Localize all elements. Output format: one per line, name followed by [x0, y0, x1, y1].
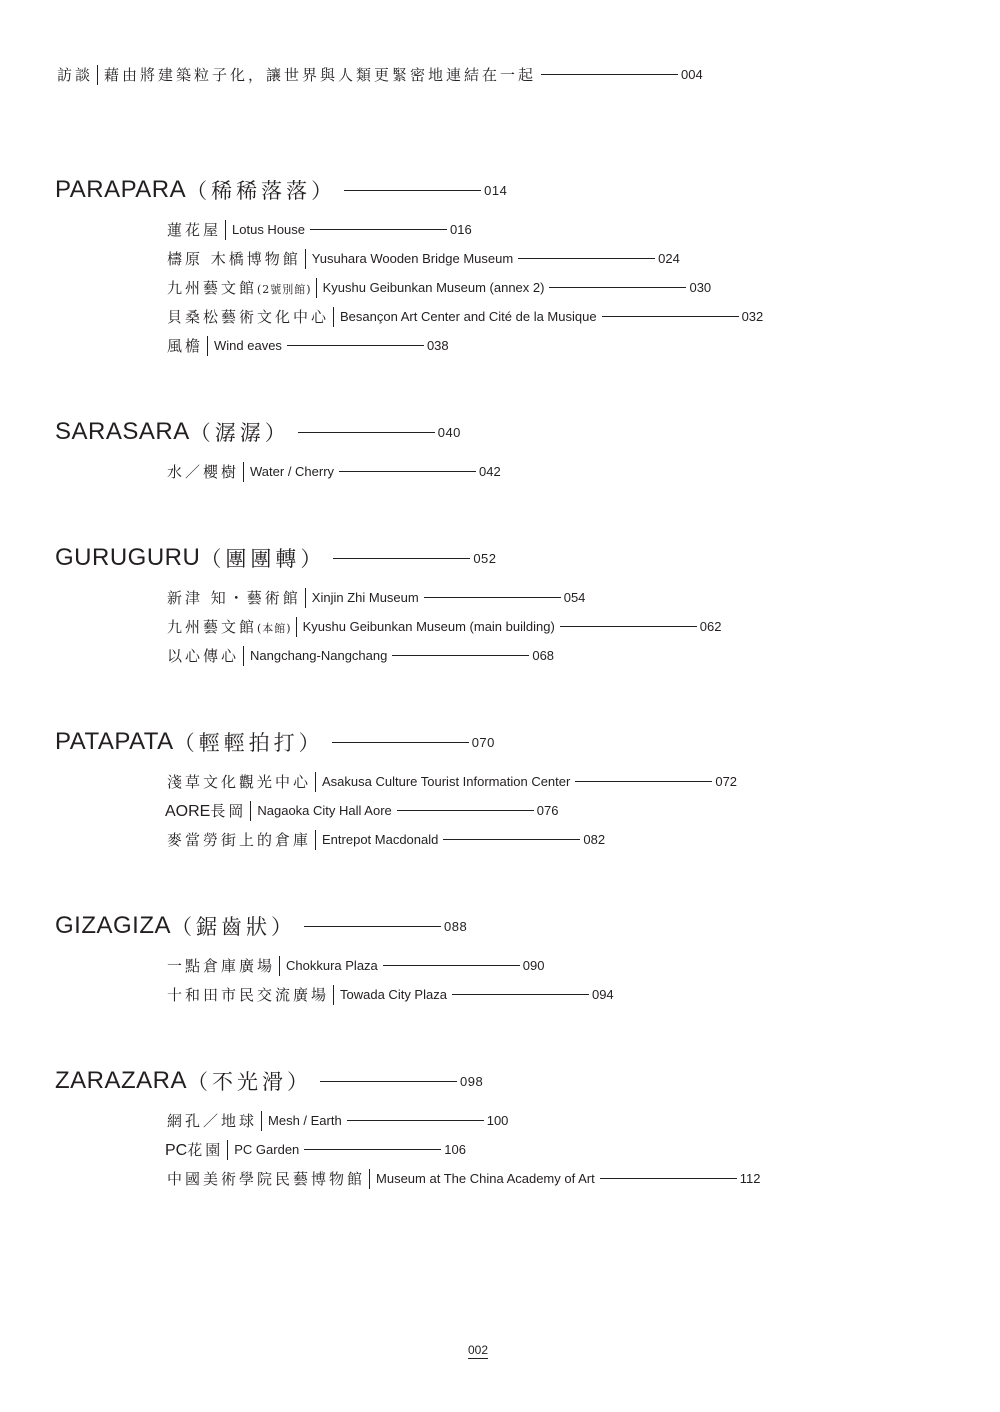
section-paren: （鋸齒狀） [171, 915, 297, 939]
entry-zh-latin: AORE [165, 803, 211, 820]
entry-zh: 風檐 [167, 337, 204, 355]
toc-entry[interactable] [167, 219, 472, 240]
entry-page: 016 [450, 222, 472, 237]
entry-en: Nangchang-Nangchang [250, 648, 388, 663]
entry-zh [165, 800, 246, 821]
entry-zh: 水／櫻樹 [167, 463, 240, 481]
section-romaji: ZARAZARA [55, 1067, 188, 1094]
leader-line [320, 1081, 457, 1082]
entry-en: Mesh / Earth [268, 1113, 342, 1128]
separator [305, 249, 306, 269]
section-romaji: PATAPATA [55, 728, 174, 755]
section-paren: （稀稀落落） [186, 179, 337, 203]
entry-zh: 中國美術學院民藝博物館 [167, 1170, 366, 1188]
separator [315, 830, 316, 850]
toc-entry[interactable] [167, 335, 449, 356]
leader-line [304, 926, 441, 927]
entry-en: Chokkura Plaza [286, 958, 378, 973]
leader-line [452, 994, 589, 995]
toc-entry[interactable] [167, 1168, 760, 1189]
section-paren: （潺潺） [189, 421, 290, 445]
entry-en: Kyushu Geibunkan Museum (annex 2) [322, 280, 545, 295]
leader-line [383, 965, 520, 966]
toc-entry[interactable] [167, 277, 711, 298]
entry-en: PC Garden [234, 1142, 300, 1157]
leader-line [333, 558, 470, 559]
leader-line [287, 345, 424, 346]
section-page: 098 [460, 1073, 484, 1089]
section-paren: （團團轉） [200, 547, 326, 571]
entry-page: 062 [699, 619, 722, 634]
entry-zh [165, 1139, 223, 1160]
leader-line [339, 471, 476, 472]
separator [316, 278, 317, 298]
entry-page: 030 [689, 280, 712, 295]
entry-en: Nagaoka City Hall Aore [257, 803, 392, 818]
entry-en: Kyushu Geibunkan Museum (main building) [302, 619, 555, 634]
entry-zh-main: 九州藝文館 [167, 618, 258, 636]
section-romaji: PARAPARA [55, 176, 187, 203]
toc-entry[interactable] [167, 587, 585, 608]
leader-line [518, 258, 655, 259]
entry-page: 054 [563, 590, 586, 605]
entry-zh: 麥當勞街上的倉庫 [167, 831, 312, 849]
entry-zh-main: 花園 [187, 1141, 224, 1159]
separator [225, 220, 226, 240]
entry-zh: 蓮花屋 [167, 221, 222, 239]
section-heading-zarazara[interactable] [55, 1066, 483, 1096]
entry-page: 068 [532, 648, 555, 663]
entry-zh [167, 616, 292, 637]
footer-page-number: 002 [468, 1343, 489, 1357]
separator [261, 1111, 262, 1131]
entry-zh-small: (本館) [257, 622, 292, 635]
entry-zh-small: (2號別館) [257, 283, 312, 296]
entry-zh-latin: PC [165, 1142, 188, 1159]
leader-line [347, 1120, 484, 1121]
leader-line [298, 432, 435, 433]
section-paren: （不光滑） [187, 1070, 313, 1094]
leader-line [397, 810, 534, 811]
entry-page: 082 [583, 832, 606, 847]
section-heading-patapata[interactable] [55, 727, 495, 757]
entry-page: 024 [658, 251, 680, 266]
interview-label: 訪談 [57, 66, 94, 84]
section-heading-gizagiza[interactable] [55, 911, 467, 941]
toc-entry[interactable] [165, 1139, 466, 1160]
entry-page: 038 [426, 338, 449, 353]
separator [97, 65, 98, 85]
leader-line [560, 626, 697, 627]
interview-page: 004 [681, 67, 703, 82]
leader-line [424, 597, 561, 598]
entry-en: Yusuhara Wooden Bridge Museum [311, 251, 514, 266]
entry-en: Besançon Art Center and Cité de la Musique [340, 309, 597, 324]
entry-en: Wind eaves [214, 338, 282, 353]
leader-line [575, 781, 712, 782]
section-romaji: SARASARA [55, 418, 190, 445]
toc-entry[interactable] [167, 645, 554, 666]
leader-line [600, 1178, 737, 1179]
section-page: 088 [444, 918, 468, 934]
entry-en: Lotus House [232, 222, 306, 237]
entry-page: 072 [715, 774, 738, 789]
entry-zh [167, 277, 312, 298]
entry-en: Towada City Plaza [340, 987, 447, 1002]
toc-entry[interactable] [167, 829, 605, 850]
leader-line [332, 742, 469, 743]
entry-page: 076 [536, 803, 559, 818]
entry-page: 112 [739, 1171, 761, 1186]
entry-en: Asakusa Culture Tourist Information Center [322, 774, 571, 789]
leader-line [344, 190, 481, 191]
leader-line [304, 1149, 441, 1150]
separator [227, 1140, 228, 1160]
entry-page: 094 [591, 987, 614, 1002]
section-page: 040 [437, 424, 461, 440]
entry-zh: 新津 知・藝術館 [167, 589, 301, 607]
section-romaji: GIZAGIZA [55, 912, 172, 939]
section-heading-sarasara[interactable] [55, 417, 461, 447]
separator [243, 462, 244, 482]
separator [333, 307, 334, 327]
toc-entry[interactable] [167, 984, 614, 1005]
entry-zh: 以心傳心 [167, 647, 240, 665]
separator [296, 617, 297, 637]
separator [279, 956, 280, 976]
entry-zh: 淺草文化觀光中心 [167, 773, 312, 791]
toc-entry[interactable] [165, 800, 558, 821]
entry-en: Entrepot Macdonald [322, 832, 439, 847]
section-heading-parapara[interactable] [55, 175, 507, 205]
toc-entry[interactable] [167, 461, 501, 482]
leader-line [310, 229, 447, 230]
separator [207, 336, 208, 356]
section-romaji: GURUGURU [55, 544, 201, 571]
entry-zh: 貝桑松藝術文化中心 [167, 308, 330, 326]
entry-page: 042 [479, 464, 501, 479]
entry-page: 032 [741, 309, 764, 324]
entry-page: 100 [486, 1113, 509, 1128]
section-page: 052 [473, 550, 497, 566]
leader-line [549, 287, 686, 288]
entry-page: 106 [444, 1142, 466, 1157]
leader-line [602, 316, 739, 317]
section-page: 014 [484, 182, 508, 198]
toc-entry[interactable] [167, 248, 680, 269]
toc-entry[interactable] [167, 771, 737, 792]
interview-entry[interactable] [57, 64, 703, 85]
entry-zh: 十和田市民交流廣場 [167, 986, 330, 1004]
entry-page: 090 [522, 958, 545, 973]
toc-entry[interactable] [167, 306, 763, 327]
toc-entry[interactable] [167, 1110, 508, 1131]
entry-en: Water / Cherry [250, 464, 335, 479]
leader-line [392, 655, 529, 656]
separator [315, 772, 316, 792]
toc-entry[interactable] [167, 955, 545, 976]
separator [333, 985, 334, 1005]
entry-en: Museum at The China Academy of Art [376, 1171, 595, 1186]
separator [243, 646, 244, 666]
section-paren: （輕輕拍打） [173, 731, 324, 755]
separator [369, 1169, 370, 1189]
section-heading-guruguru[interactable] [55, 543, 497, 573]
entry-zh-main: 長岡 [210, 802, 247, 820]
entry-zh: 一點倉庫廣場 [167, 957, 276, 975]
separator [305, 588, 306, 608]
separator [250, 801, 251, 821]
interview-title: 藉由將建築粒子化，讓世界與人類更緊密地連結在一起 [104, 66, 537, 84]
section-page: 070 [471, 734, 495, 750]
toc-entry[interactable] [167, 616, 722, 637]
entry-zh-main: 九州藝文館 [167, 279, 258, 297]
leader-line [541, 74, 678, 75]
entry-zh: 檮原 木橋博物館 [167, 250, 301, 268]
entry-zh: 網孔／地球 [167, 1112, 258, 1130]
entry-en: Xinjin Zhi Museum [311, 590, 419, 605]
leader-line [443, 839, 580, 840]
